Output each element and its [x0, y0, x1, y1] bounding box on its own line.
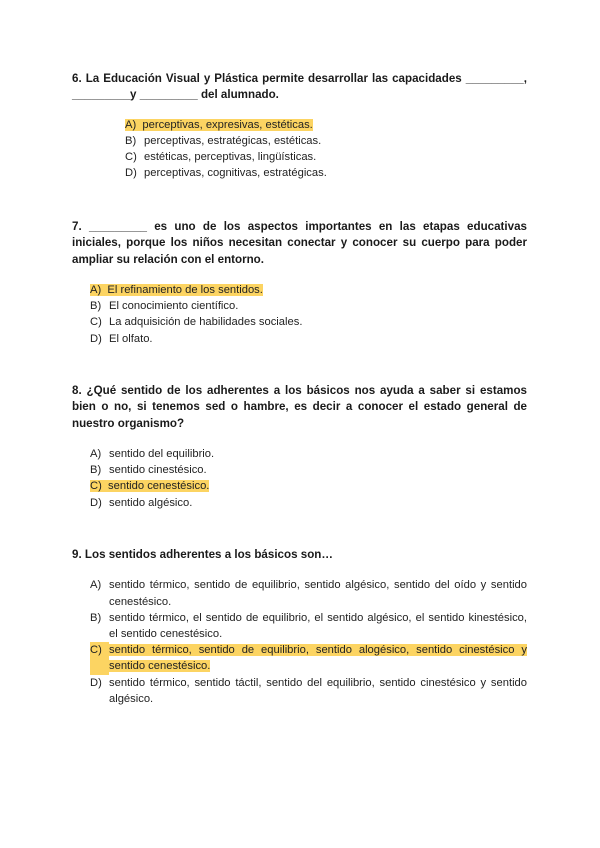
question-number: 6.	[72, 72, 82, 85]
question-8	[72, 383, 527, 511]
option-letter: C)	[90, 316, 102, 329]
question-text: Los sentidos adherentes a los básicos son…	[84, 548, 333, 561]
option-letter: A)	[90, 579, 102, 592]
option-text: perceptivas, estratégicas, estéticas.	[144, 134, 322, 147]
option-text: sentido térmico, el sentido de equilibrio, el sentido algésico, el sentido kinestésico, el sentido cenestésico.	[109, 611, 527, 640]
option-letter: A)	[90, 283, 102, 296]
option-c[interactable]	[90, 314, 527, 330]
option-letter: B)	[90, 300, 102, 313]
question-number: 9.	[72, 548, 82, 561]
option-text: sentido del equilibrio.	[109, 447, 215, 460]
option-text: perceptivas, cognitivas, estratégicas.	[144, 167, 327, 180]
question-6	[72, 71, 527, 181]
option-text: El conocimiento científico.	[109, 300, 239, 313]
question-7	[72, 219, 527, 347]
option-a[interactable]	[125, 117, 527, 133]
option-d[interactable]	[90, 495, 527, 511]
option-text: sentido térmico, sentido de equilibrio, sentido alogésico, sentido cinestésico y sentido cenestésico.	[109, 644, 527, 673]
question-number: 7.	[72, 220, 82, 233]
question-stem	[72, 71, 527, 104]
option-b[interactable]	[125, 133, 527, 149]
option-text: El olfato.	[109, 332, 153, 345]
option-d[interactable]	[90, 675, 527, 707]
option-c[interactable]	[90, 642, 527, 674]
option-letter: C)	[90, 642, 109, 674]
option-letter: D)	[90, 496, 102, 509]
option-letter: D)	[90, 676, 102, 689]
option-letter: B)	[125, 134, 137, 147]
question-text: _________ es uno de los aspectos importantes en las etapas educativas iniciales, porque los niños necesitan conectar y conocer su cuerpo para poder ampliar su relación con el entorno.	[72, 220, 527, 266]
option-text: perceptivas, expresivas, estéticas.	[142, 118, 313, 131]
option-text: sentido térmico, sentido táctil, sentido del equilibrio, sentido cinestésico y sentido algésico.	[109, 676, 527, 705]
option-text: El refinamiento de los sentidos.	[107, 283, 263, 296]
question-9	[72, 547, 527, 707]
option-letter: A)	[90, 447, 102, 460]
option-text: estéticas, perceptivas, lingüísticas.	[144, 151, 317, 163]
option-text: sentido térmico, sentido de equilibrio, sentido algésico, sentido del oído y sentido cenestésico.	[109, 579, 527, 608]
option-text: sentido algésico.	[109, 496, 193, 509]
option-b[interactable]	[90, 610, 527, 642]
option-a[interactable]	[90, 446, 527, 462]
option-letter: D)	[125, 167, 137, 180]
option-text: La adquisición de habilidades sociales.	[109, 316, 303, 329]
option-letter: A)	[125, 118, 137, 131]
question-text: La Educación Visual y Plástica permite desarrollar las capacidades _________, _________y _________ del alumnado.	[72, 72, 527, 102]
option-letter: C)	[90, 480, 102, 493]
options-list	[72, 577, 527, 707]
option-text: sentido cinestésico.	[109, 464, 207, 477]
option-letter: B)	[90, 464, 102, 477]
options-list	[72, 282, 527, 347]
question-stem	[72, 219, 527, 268]
question-stem	[72, 383, 527, 432]
option-d[interactable]	[125, 165, 527, 181]
option-d[interactable]	[90, 331, 527, 347]
question-stem	[72, 547, 527, 563]
option-letter: B)	[90, 611, 102, 624]
question-text: ¿Qué sentido de los adherentes a los básicos nos ayuda a saber si estamos bien o no, si tenemos sed o hambre, es decir a conocer el estado general de nuestro organismo?	[72, 384, 527, 430]
option-letter: D)	[90, 332, 102, 345]
option-a[interactable]	[90, 577, 527, 609]
options-list	[72, 117, 527, 182]
option-a[interactable]	[90, 282, 527, 298]
option-c[interactable]	[125, 149, 527, 165]
options-list	[72, 446, 527, 511]
option-c[interactable]	[90, 478, 527, 494]
option-text: sentido cenestésico.	[108, 480, 210, 493]
option-b[interactable]	[90, 462, 527, 478]
option-b[interactable]	[90, 298, 527, 314]
question-number: 8.	[72, 384, 82, 397]
option-letter: C)	[125, 151, 137, 163]
